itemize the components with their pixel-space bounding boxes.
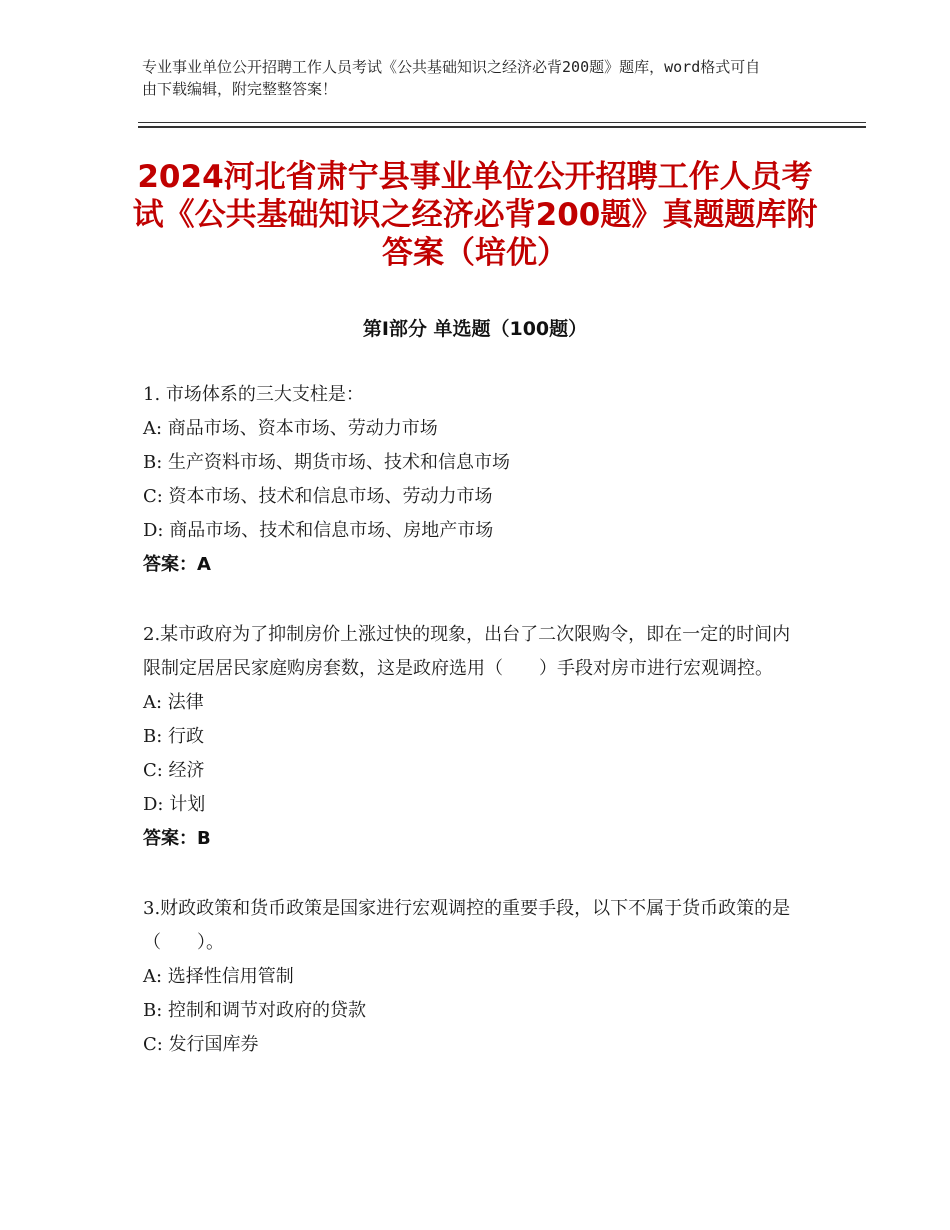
question-stem: 1. 市场体系的三大支柱是： — [143, 384, 364, 405]
option-a: A: 商品市场、资本市场、劳动力市场 — [143, 418, 438, 439]
option-c: C: 经济 — [143, 760, 205, 781]
option-a: A: 法律 — [143, 692, 204, 713]
header-note: 专业事业单位公开招聘工作人员考试《公共基础知识之经济必背200题》题库，word格式可自由下载编辑，附完整整答案！ — [142, 58, 761, 98]
document-title: 2024河北省肃宁县事业单位公开招聘工作人员考试《公共基础知识之经济必背200题》真题题库附答案（培优） — [132, 159, 818, 271]
question-1 — [143, 378, 803, 582]
option-b: B: 生产资料市场、期货市场、技术和信息市场 — [143, 452, 511, 473]
header-rule-thin — [138, 122, 866, 123]
option-c: C: 资本市场、技术和信息市场、劳动力市场 — [143, 486, 493, 507]
question-2 — [143, 618, 803, 856]
option-c: C: 发行国库券 — [143, 1034, 259, 1055]
option-b: B: 行政 — [143, 726, 205, 747]
question-stem: 3.财政政策和货币政策是国家进行宏观调控的重要手段，以下不属于货币政策的是（ ）。 — [143, 898, 791, 953]
question-3 — [143, 892, 803, 1062]
option-d: D: 计划 — [143, 794, 206, 815]
option-d: D: 商品市场、技术和信息市场、房地产市场 — [143, 520, 494, 541]
question-stem: 2.某市政府为了抑制房价上涨过快的现象，出台了二次限购令，即在一定的时间内限制定居居民家庭购房套数，这是政府选用（ ）手段对房市进行宏观调控。 — [143, 624, 791, 679]
answer-line: 答案：A — [143, 554, 211, 575]
section-heading: 第Ⅰ部分 单选题（100题） — [362, 318, 588, 340]
question-list — [143, 378, 803, 1098]
answer-line: 答案：B — [143, 828, 211, 849]
header-rule-thick — [138, 126, 866, 128]
option-a: A: 选择性信用管制 — [143, 966, 294, 987]
option-b: B: 控制和调节对政府的贷款 — [143, 1000, 367, 1021]
